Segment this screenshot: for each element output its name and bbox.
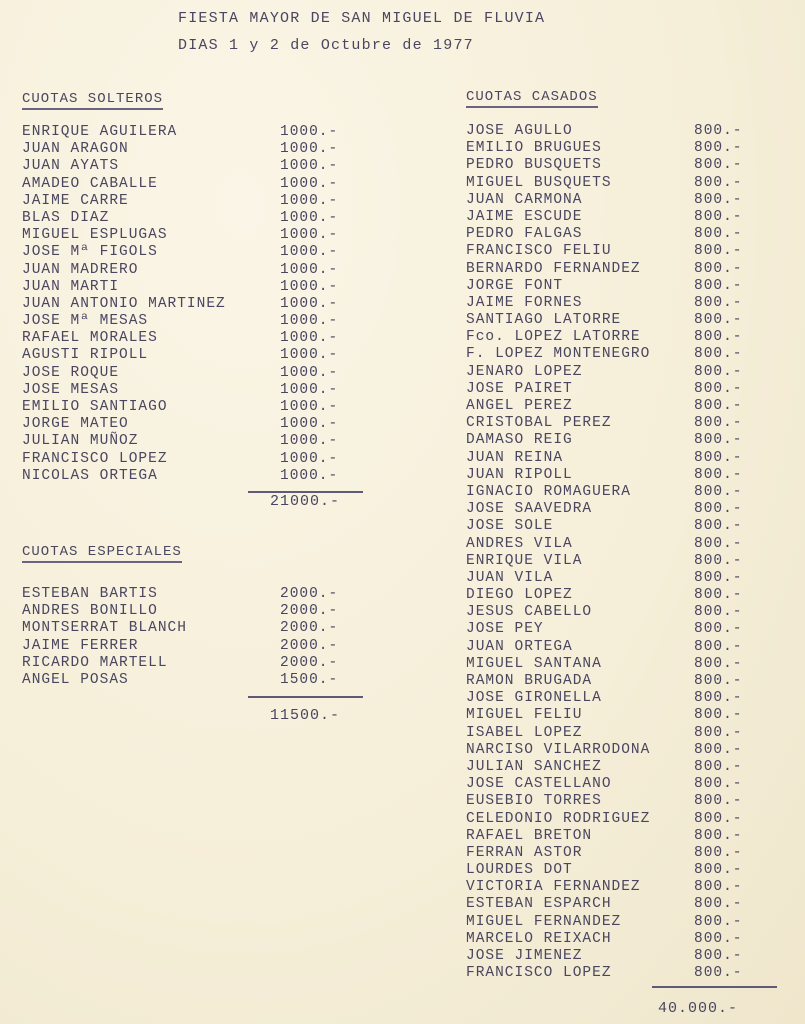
list-item bbox=[22, 603, 362, 620]
document-date: DIAS 1 y 2 de Octubre de 1977 bbox=[178, 37, 474, 54]
entry-name: MIGUEL FERNANDEZ bbox=[466, 913, 622, 930]
list-item bbox=[22, 262, 362, 279]
list-item bbox=[22, 176, 362, 193]
list-item bbox=[466, 312, 776, 329]
list-item bbox=[466, 295, 776, 312]
list-item bbox=[22, 279, 362, 296]
entry-name: MIGUEL ESPLUGAS bbox=[22, 227, 168, 244]
list-item bbox=[22, 124, 362, 141]
entry-name: ENRIQUE AGUILERA bbox=[22, 124, 178, 140]
entry-amount: 2000.- bbox=[280, 586, 339, 602]
entry-amount: 800.- bbox=[694, 432, 743, 449]
entry-name: JOSE CASTELLANO bbox=[466, 776, 612, 793]
entry-amount: 800.- bbox=[694, 965, 743, 982]
entry-name: NICOLAS ORTEGA bbox=[22, 467, 158, 484]
entry-name: JENARO LOPEZ bbox=[466, 363, 583, 380]
list-item bbox=[466, 879, 776, 896]
entry-name: JOSE MESAS bbox=[22, 381, 120, 398]
list-item bbox=[466, 639, 776, 656]
entry-amount: 1000.- bbox=[280, 364, 339, 381]
entry-name: JUAN RIPOLL bbox=[466, 466, 573, 483]
document-title: FIESTA MAYOR DE SAN MIGUEL DE FLUVIA bbox=[178, 10, 546, 27]
entry-name: FRANCISCO LOPEZ bbox=[22, 450, 168, 467]
entry-name: JOSE AGULLO bbox=[466, 123, 573, 139]
list-item bbox=[466, 381, 776, 398]
entry-amount: 800.- bbox=[694, 707, 743, 724]
entry-name: JOSE GIRONELLA bbox=[466, 690, 602, 707]
entry-name: JORGE FONT bbox=[466, 277, 564, 294]
entry-amount: 800.- bbox=[694, 930, 743, 947]
entry-name: F. LOPEZ MONTENEGRO bbox=[466, 346, 651, 363]
entry-amount: 800.- bbox=[694, 810, 743, 827]
entry-amount: 800.- bbox=[694, 913, 743, 930]
entry-name: JUAN ARAGON bbox=[22, 141, 129, 158]
list-item bbox=[466, 793, 776, 810]
entry-amount: 800.- bbox=[694, 157, 743, 174]
entry-amount: 2000.- bbox=[280, 637, 339, 654]
entry-name: JUAN VILA bbox=[466, 569, 554, 586]
list-item bbox=[22, 347, 362, 364]
entry-amount: 800.- bbox=[694, 621, 743, 638]
entry-amount: 1000.- bbox=[280, 399, 339, 415]
entry-name: JAIME CARRE bbox=[22, 192, 129, 209]
list-item bbox=[466, 931, 776, 948]
entry-amount: 1000.- bbox=[280, 467, 339, 484]
entry-name: CRISTOBAL PEREZ bbox=[466, 415, 612, 432]
list-item bbox=[466, 759, 776, 776]
entry-name: ENRIQUE VILA bbox=[466, 552, 583, 569]
entry-amount: 800.- bbox=[694, 380, 743, 397]
entry-name: AGUSTI RIPOLL bbox=[22, 347, 149, 364]
list-item bbox=[466, 209, 776, 226]
entry-amount: 800.- bbox=[694, 844, 743, 861]
entry-amount: 2000.- bbox=[280, 603, 339, 620]
entry-name: JESUS CABELLO bbox=[466, 604, 593, 621]
especiales-total-rule bbox=[248, 696, 363, 698]
entry-name: BLAS DIAZ bbox=[22, 209, 110, 226]
entry-amount: 1000.- bbox=[280, 330, 339, 347]
entry-amount: 800.- bbox=[694, 518, 743, 535]
list-item bbox=[466, 518, 776, 535]
list-item bbox=[466, 140, 776, 157]
entry-amount: 800.- bbox=[694, 758, 743, 775]
list-item bbox=[22, 620, 362, 637]
entry-name: JOSE JIMENEZ bbox=[466, 948, 583, 964]
entry-amount: 2000.- bbox=[280, 654, 339, 671]
entry-amount: 800.- bbox=[694, 638, 743, 655]
entry-amount: 1000.- bbox=[280, 450, 339, 467]
list-item bbox=[466, 467, 776, 484]
entry-name: JUAN AYATS bbox=[22, 158, 120, 175]
casados-list bbox=[466, 123, 776, 982]
entry-amount: 800.- bbox=[694, 741, 743, 758]
entry-name: EMILIO BRUGUES bbox=[466, 140, 602, 157]
entry-name: RICARDO MARTELL bbox=[22, 654, 168, 671]
entry-name: JAIME FORNES bbox=[466, 294, 583, 311]
entry-amount: 2000.- bbox=[280, 620, 339, 637]
entry-amount: 800.- bbox=[694, 466, 743, 483]
entry-amount: 800.- bbox=[694, 174, 743, 191]
entry-amount: 800.- bbox=[694, 587, 743, 604]
entry-name: ESTEBAN BARTIS bbox=[22, 586, 158, 602]
entry-amount: 800.- bbox=[694, 896, 743, 913]
entry-amount: 800.- bbox=[694, 277, 743, 294]
list-item bbox=[466, 656, 776, 673]
list-item bbox=[22, 586, 362, 603]
entry-name: MONTSERRAT BLANCH bbox=[22, 620, 187, 637]
list-item bbox=[22, 227, 362, 244]
entry-name: MIGUEL SANTANA bbox=[466, 655, 602, 672]
list-item bbox=[466, 415, 776, 432]
list-item bbox=[466, 862, 776, 879]
list-item bbox=[22, 416, 362, 433]
entry-amount: 1000.- bbox=[280, 227, 339, 244]
entry-name: JULIAN SANCHEZ bbox=[466, 758, 602, 775]
entry-name: IGNACIO ROMAGUERA bbox=[466, 483, 631, 500]
entry-name: MIGUEL BUSQUETS bbox=[466, 174, 612, 191]
list-item bbox=[22, 313, 362, 330]
entry-amount: 1000.- bbox=[280, 347, 339, 364]
entry-name: JOSE PAIRET bbox=[466, 380, 573, 397]
entry-name: EMILIO SANTIAGO bbox=[22, 399, 168, 415]
list-item bbox=[22, 244, 362, 261]
list-item bbox=[22, 451, 362, 468]
entry-amount: 800.- bbox=[694, 398, 743, 414]
entry-amount: 800.- bbox=[694, 655, 743, 672]
entry-amount: 800.- bbox=[694, 948, 743, 964]
entry-amount: 800.- bbox=[694, 329, 743, 346]
entry-name: PEDRO FALGAS bbox=[466, 226, 583, 243]
entry-amount: 800.- bbox=[694, 226, 743, 243]
entry-name: SANTIAGO LATORRE bbox=[466, 312, 622, 329]
entry-amount: 1000.- bbox=[280, 278, 339, 295]
list-item bbox=[466, 742, 776, 759]
entry-name: LOURDES DOT bbox=[466, 862, 573, 879]
solteros-heading: CUOTAS SOLTEROS bbox=[22, 91, 163, 110]
entry-name: ISABEL LOPEZ bbox=[466, 724, 583, 741]
casados-total: 40.000.- bbox=[658, 1000, 739, 1017]
especiales-total: 11500.- bbox=[270, 707, 341, 724]
casados-total-rule bbox=[652, 986, 777, 988]
list-item bbox=[466, 570, 776, 587]
entry-amount: 800.- bbox=[694, 604, 743, 621]
entry-name: NARCISO VILARRODONA bbox=[466, 741, 651, 758]
entry-amount: 1000.- bbox=[280, 381, 339, 398]
entry-amount: 800.- bbox=[694, 827, 743, 844]
list-item bbox=[22, 382, 362, 399]
entry-amount: 800.- bbox=[694, 793, 743, 810]
entry-amount: 800.- bbox=[694, 294, 743, 311]
list-item bbox=[466, 432, 776, 449]
entry-name: JOSE SOLE bbox=[466, 518, 554, 535]
list-item bbox=[466, 948, 776, 965]
solteros-list bbox=[22, 124, 362, 485]
entry-name: JULIAN MUÑOZ bbox=[22, 433, 139, 450]
list-item bbox=[22, 158, 362, 175]
entry-amount: 800.- bbox=[694, 535, 743, 552]
list-item bbox=[466, 621, 776, 638]
entry-name: DIEGO LOPEZ bbox=[466, 587, 573, 604]
entry-name: PEDRO BUSQUETS bbox=[466, 157, 602, 174]
list-item bbox=[466, 261, 776, 278]
entry-amount: 1000.- bbox=[280, 244, 339, 261]
entry-amount: 800.- bbox=[694, 673, 743, 689]
list-item bbox=[22, 193, 362, 210]
entry-amount: 1000.- bbox=[280, 209, 339, 226]
entry-name: JUAN CARMONA bbox=[466, 191, 583, 208]
entry-amount: 800.- bbox=[694, 879, 743, 896]
entry-amount: 1000.- bbox=[280, 158, 339, 175]
entry-amount: 1000.- bbox=[280, 313, 339, 330]
list-item bbox=[466, 896, 776, 913]
list-item bbox=[466, 278, 776, 295]
entry-name: JAIME ESCUDE bbox=[466, 208, 583, 225]
entry-amount: 1000.- bbox=[280, 416, 339, 433]
entry-amount: 800.- bbox=[694, 501, 743, 518]
entry-name: JUAN ANTONIO MARTINEZ bbox=[22, 295, 226, 312]
list-item bbox=[466, 501, 776, 518]
solteros-total: 21000.- bbox=[270, 493, 341, 510]
especiales-list bbox=[22, 586, 362, 689]
list-item bbox=[22, 638, 362, 655]
entry-amount: 800.- bbox=[694, 862, 743, 879]
entry-amount: 1000.- bbox=[280, 261, 339, 278]
list-item bbox=[466, 243, 776, 260]
entry-name: ANGEL POSAS bbox=[22, 671, 129, 688]
entry-amount: 800.- bbox=[694, 776, 743, 793]
entry-name: MIGUEL FELIU bbox=[466, 707, 583, 724]
entry-name: MARCELO REIXACH bbox=[466, 930, 612, 947]
list-item bbox=[466, 587, 776, 604]
entry-amount: 1000.- bbox=[280, 175, 339, 192]
list-item bbox=[466, 690, 776, 707]
entry-amount: 800.- bbox=[694, 123, 743, 139]
entry-name: JUAN ORTEGA bbox=[466, 638, 573, 655]
list-item bbox=[22, 141, 362, 158]
entry-name: RAMON BRUGADA bbox=[466, 673, 593, 689]
list-item bbox=[466, 553, 776, 570]
list-item bbox=[466, 725, 776, 742]
entry-amount: 800.- bbox=[694, 690, 743, 707]
list-item bbox=[22, 210, 362, 227]
list-item bbox=[466, 450, 776, 467]
list-item bbox=[22, 296, 362, 313]
list-item bbox=[466, 965, 776, 982]
list-item bbox=[466, 364, 776, 381]
especiales-heading: CUOTAS ESPECIALES bbox=[22, 544, 182, 563]
entry-amount: 800.- bbox=[694, 260, 743, 277]
entry-amount: 800.- bbox=[694, 483, 743, 500]
entry-name: FERRAN ASTOR bbox=[466, 844, 583, 861]
entry-amount: 800.- bbox=[694, 552, 743, 569]
entry-name: JAIME FERRER bbox=[22, 637, 139, 654]
entry-amount: 800.- bbox=[694, 191, 743, 208]
list-item bbox=[466, 157, 776, 174]
entry-name: BERNARDO FERNANDEZ bbox=[466, 260, 641, 277]
entry-name: VICTORIA FERNANDEZ bbox=[466, 879, 641, 896]
entry-amount: 800.- bbox=[694, 243, 743, 260]
list-item bbox=[466, 604, 776, 621]
list-item bbox=[22, 433, 362, 450]
list-item bbox=[466, 811, 776, 828]
entry-amount: 800.- bbox=[694, 312, 743, 329]
list-item bbox=[466, 673, 776, 690]
list-item bbox=[466, 484, 776, 501]
list-item bbox=[22, 468, 362, 485]
list-item bbox=[466, 845, 776, 862]
list-item bbox=[466, 226, 776, 243]
entry-amount: 800.- bbox=[694, 346, 743, 363]
entry-name: DAMASO REIG bbox=[466, 432, 573, 449]
entry-name: ANDRES BONILLO bbox=[22, 603, 158, 620]
list-item bbox=[466, 175, 776, 192]
list-item bbox=[22, 330, 362, 347]
entry-amount: 1000.- bbox=[280, 433, 339, 450]
entry-name: JUAN MADRERO bbox=[22, 261, 139, 278]
list-item bbox=[466, 914, 776, 931]
entry-name: FRANCISCO FELIU bbox=[466, 243, 612, 260]
list-item bbox=[466, 776, 776, 793]
list-item bbox=[466, 828, 776, 845]
entry-name: EUSEBIO TORRES bbox=[466, 793, 602, 810]
entry-name: JOSE Mª MESAS bbox=[22, 313, 149, 330]
entry-amount: 800.- bbox=[694, 140, 743, 157]
list-item bbox=[466, 192, 776, 209]
entry-amount: 800.- bbox=[694, 208, 743, 225]
entry-amount: 800.- bbox=[694, 415, 743, 432]
list-item bbox=[466, 707, 776, 724]
entry-name: RAFAEL MORALES bbox=[22, 330, 158, 347]
entry-name: CELEDONIO RODRIGUEZ bbox=[466, 810, 651, 827]
list-item bbox=[466, 123, 776, 140]
list-item bbox=[22, 399, 362, 416]
entry-name: Fco. LOPEZ LATORRE bbox=[466, 329, 641, 346]
entry-name: JOSE Mª FIGOLS bbox=[22, 244, 158, 261]
entry-name: ANGEL PEREZ bbox=[466, 398, 573, 414]
list-item bbox=[22, 672, 362, 689]
entry-name: RAFAEL BRETON bbox=[466, 827, 593, 844]
entry-name: AMADEO CABALLE bbox=[22, 175, 158, 192]
entry-amount: 1000.- bbox=[280, 192, 339, 209]
list-item bbox=[466, 398, 776, 415]
entry-amount: 1000.- bbox=[280, 141, 339, 158]
entry-name: JORGE MATEO bbox=[22, 416, 129, 433]
entry-amount: 800.- bbox=[694, 569, 743, 586]
entry-amount: 800.- bbox=[694, 724, 743, 741]
entry-amount: 1000.- bbox=[280, 124, 339, 140]
entry-amount: 800.- bbox=[694, 449, 743, 466]
entry-name: ANDRES VILA bbox=[466, 535, 573, 552]
entry-amount: 1500.- bbox=[280, 671, 339, 688]
list-item bbox=[466, 536, 776, 553]
entry-name: JOSE PEY bbox=[466, 621, 544, 638]
entry-name: JOSE ROQUE bbox=[22, 364, 120, 381]
list-item bbox=[22, 655, 362, 672]
entry-amount: 800.- bbox=[694, 363, 743, 380]
list-item bbox=[466, 346, 776, 363]
entry-name: JOSE SAAVEDRA bbox=[466, 501, 593, 518]
list-item bbox=[466, 329, 776, 346]
entry-name: FRANCISCO LOPEZ bbox=[466, 965, 612, 982]
entry-name: JUAN MARTI bbox=[22, 278, 120, 295]
entry-name: JUAN REINA bbox=[466, 449, 564, 466]
entry-amount: 1000.- bbox=[280, 295, 339, 312]
entry-name: ESTEBAN ESPARCH bbox=[466, 896, 612, 913]
list-item bbox=[22, 365, 362, 382]
casados-heading: CUOTAS CASADOS bbox=[466, 89, 598, 108]
